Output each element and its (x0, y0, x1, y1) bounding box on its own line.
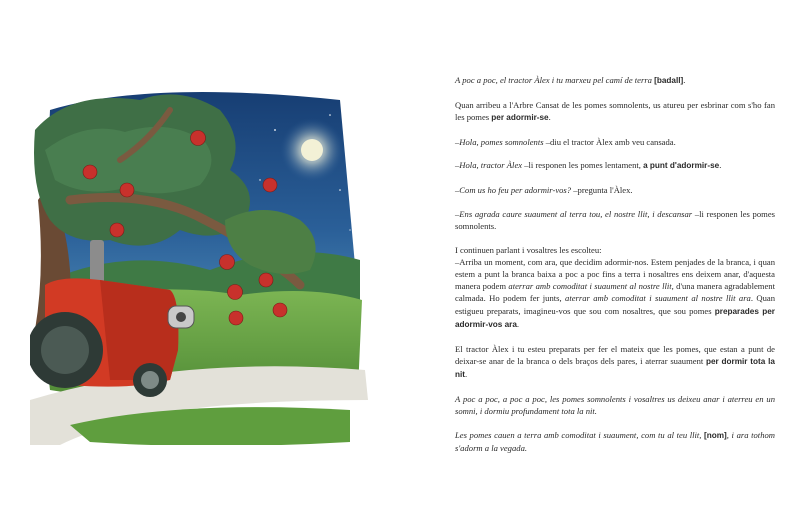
paragraph-4: –Hola, tractor Àlex –li responen les pomes lentament, a punt d'adormir-se. (455, 160, 722, 171)
paragraph-8: El tractor Àlex i tu esteu preparats per fer el mateix que les pomes, que estan a punt de deixar-se anar de la branca o dels braços dels pares, i aterrar suaument per dormir tota la nit. (455, 343, 775, 379)
paragraph-10: Les pomes cauen a terra amb comoditat i suaument, com tu al teu llit, [nom], i ara tothom s'adorm a la vegada. (455, 429, 775, 453)
paragraph-9: A poc a poc, a poc a poc, les pomes somnolents i vosaltres us deixeu anar i aterreu en un somni, i dormiu profundament tota la nit. (455, 393, 775, 416)
paragraph-7: –Arriba un moment, com ara, que decidim adormir-nos. Estem penjades de la branca, i quan estem a punt la branca baixa a poc a poc fins a terra i nosaltres ens deixem anar, d'aquesta manera podem aterrar amb comoditat i suaument al nostre llit, d'una manera agradablement calmada. Ho podem fer junts, aterrar amb comoditat i suaument al nostre llit ara. Quan estigueu preparats, imagineu-vos que sou com nosaltres, que sou pomes preparades per adormir-vos ara. (455, 256, 775, 329)
paragraph-7-intro: I continuen parlant i vosaltres les escolteu: (455, 244, 602, 255)
story-text-page (455, 74, 775, 465)
paragraph-6: –Ens agrada caure suaument al terra tou, el nostre llit, i descansar –li responen les pomes somnolents. (455, 208, 775, 231)
tractor-tree-illustration (30, 70, 370, 445)
moon (301, 139, 323, 161)
paragraph-1: A poc a poc, el tractor Àlex i tu marxeu pel camí de terra [badall]. (455, 75, 686, 85)
paragraph-2: Quan arribeu a l'Arbre Cansat de les pomes somnolents, us atureu per esbrinar com s'ho fan les pomes per adormir-se. (455, 99, 775, 122)
paragraph-3: –Hola, pomes somnolents –diu el tractor Àlex amb veu cansada. (455, 136, 676, 147)
paragraph-5: –Com us ho feu per adormir-vos? –pregunta l'Àlex. (455, 185, 633, 196)
